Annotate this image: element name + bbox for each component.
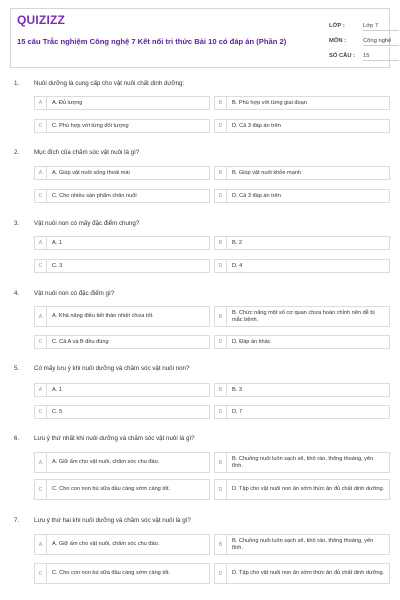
option-text: B. Chức năng một số cơ quan chưa hoàn chỉnh nên dễ bị mắc bệnh.: [232, 309, 375, 323]
option-b[interactable]: [214, 96, 390, 110]
option-b[interactable]: [214, 236, 390, 250]
option-letter: C: [35, 260, 47, 272]
option-d[interactable]: [214, 189, 390, 203]
question-number: 6.: [14, 435, 20, 442]
option-text: C. 5: [52, 408, 63, 415]
option-letter: D: [215, 260, 227, 272]
option-c[interactable]: [34, 259, 210, 273]
option-a[interactable]: [34, 96, 210, 110]
quizizz-logo: QUIZIZZ: [17, 13, 66, 27]
option-letter: C: [35, 564, 47, 583]
question-number: 4.: [14, 290, 20, 297]
option-b[interactable]: [214, 452, 390, 473]
option-letter: D: [215, 336, 227, 348]
option-letter: B: [215, 307, 227, 326]
meta-value: Lớp 7: [363, 23, 399, 31]
option-b[interactable]: [214, 383, 390, 397]
option-text: A. 1: [52, 386, 62, 393]
option-text: C. Cho con non bú sữa đầu càng sớm càng tốt.: [52, 570, 171, 576]
option-b[interactable]: [214, 166, 390, 180]
meta-label: LỚP :: [329, 23, 345, 29]
option-letter: B: [215, 384, 227, 396]
option-text: D. 7: [232, 408, 243, 415]
option-letter: D: [215, 120, 227, 132]
option-b[interactable]: [214, 534, 390, 555]
meta-label: MÔN :: [329, 38, 347, 44]
option-text: A. Khả năng điều tiết thân nhiệt chưa tốt.: [52, 313, 154, 319]
option-letter: B: [215, 237, 227, 249]
option-letter: A: [35, 237, 47, 249]
option-letter: C: [35, 480, 47, 499]
option-text: C. Phù hợp với từng đối tượng: [52, 122, 129, 129]
question-text: Lưu ý thứ nhất khi nuôi dưỡng và chăm sóc vật nuôi là gì?: [34, 435, 195, 442]
option-letter: D: [215, 564, 227, 583]
option-text: A. 1: [52, 239, 62, 246]
option-text: A. Giữ ấm cho vật nuôi, chăm sóc chu đáo.: [52, 459, 160, 465]
option-d[interactable]: [214, 119, 390, 133]
option-letter: C: [35, 190, 47, 202]
option-a[interactable]: [34, 534, 210, 555]
option-a[interactable]: [34, 452, 210, 473]
option-text: C. Cho nhiều sản phẩm chăn nuôi: [52, 192, 137, 199]
option-text: B. Chuồng nuôi luôn sạch sẽ, khô ráo, thông thoáng, yên tĩnh.: [232, 455, 374, 469]
question-text: Nuôi dưỡng là cung cấp cho vật nuôi chất dinh dưỡng:: [34, 80, 185, 87]
question-text: Lưu ý thứ hai khi nuôi dưỡng và chăm sóc vật nuôi là gì?: [34, 517, 191, 524]
worksheet-title: 15 câu Trắc nghiệm Công nghệ 7 Kết nối tri thức Bài 10 có đáp án (Phần 2): [17, 37, 287, 46]
worksheet-header: [10, 8, 390, 68]
option-letter: D: [215, 190, 227, 202]
option-c[interactable]: [34, 335, 210, 349]
option-text: D. Tập cho vật nuôi non ăn sớm thức ăn đủ chất dinh dưỡng.: [232, 486, 385, 492]
question-text: Vật nuôi non có mấy đặc điểm chung?: [34, 220, 140, 227]
option-a[interactable]: [34, 166, 210, 180]
option-c[interactable]: [34, 405, 210, 419]
option-c[interactable]: [34, 189, 210, 203]
option-letter: C: [35, 120, 47, 132]
option-letter: A: [35, 307, 47, 326]
option-a[interactable]: [34, 383, 210, 397]
option-letter: A: [35, 97, 47, 109]
meta-label: SỐ CÂU :: [329, 53, 356, 59]
option-text: B. 3: [232, 386, 242, 393]
question-number: 5.: [14, 365, 20, 372]
option-d[interactable]: [214, 563, 390, 584]
option-text: B. 2: [232, 239, 242, 246]
option-letter: A: [35, 453, 47, 472]
option-d[interactable]: [214, 405, 390, 419]
option-text: D. Cả 3 đáp án trên: [232, 122, 281, 129]
option-text: A. Giúp vật nuôi sống thoải mái: [52, 169, 130, 176]
option-letter: C: [35, 336, 47, 348]
option-letter: B: [215, 535, 227, 554]
option-letter: D: [215, 406, 227, 418]
option-text: D. 4: [232, 262, 243, 269]
meta-value: 15: [363, 53, 399, 61]
option-letter: A: [35, 384, 47, 396]
option-c[interactable]: [34, 479, 210, 500]
option-text: C. Cho con non bú sữa đầu càng sớm càng tốt.: [52, 486, 171, 492]
option-c[interactable]: [34, 119, 210, 133]
option-letter: D: [215, 480, 227, 499]
option-d[interactable]: [214, 335, 390, 349]
question-number: 3.: [14, 220, 20, 227]
option-d[interactable]: [214, 259, 390, 273]
option-letter: C: [35, 406, 47, 418]
option-text: B. Chuồng nuôi luôn sạch sẽ, khô ráo, thông thoáng, yên tĩnh.: [232, 537, 374, 551]
question-number: 1.: [14, 80, 20, 87]
question-text: Vật nuôi non có đặc điểm gì?: [34, 290, 115, 297]
option-a[interactable]: [34, 306, 210, 327]
option-text: C. Cả A và B đều đúng: [52, 338, 109, 345]
option-text: A. Đủ lượng: [52, 99, 83, 106]
option-letter: A: [35, 535, 47, 554]
option-text: D. Cả 3 đáp án trên: [232, 192, 281, 199]
option-text: B. Giúp vật nuôi khỏe mạnh: [232, 169, 302, 176]
option-text: D. Đáp án khác: [232, 338, 271, 345]
option-text: D. Tập cho vật nuôi non ăn sớm thức ăn đủ chất dinh dưỡng.: [232, 570, 385, 576]
option-d[interactable]: [214, 479, 390, 500]
option-letter: B: [215, 167, 227, 179]
option-text: C. 3: [52, 262, 63, 269]
option-letter: B: [215, 453, 227, 472]
meta-value: Công nghệ: [363, 38, 399, 46]
question-text: Mục đích của chăm sóc vật nuôi là gì?: [34, 149, 140, 156]
option-letter: A: [35, 167, 47, 179]
question-number: 7.: [14, 517, 20, 524]
option-letter: B: [215, 97, 227, 109]
option-text: A. Giữ ấm cho vật nuôi, chăm sóc chu đáo.: [52, 541, 160, 547]
option-a[interactable]: [34, 236, 210, 250]
option-c[interactable]: [34, 563, 210, 584]
question-text: Có mấy lưu ý khi nuôi dưỡng và chăm sóc vật nuôi non?: [34, 365, 190, 372]
question-number: 2.: [14, 149, 20, 156]
option-text: B. Phù hợp với từng giai đoạn: [232, 99, 307, 106]
option-b[interactable]: [214, 306, 390, 327]
